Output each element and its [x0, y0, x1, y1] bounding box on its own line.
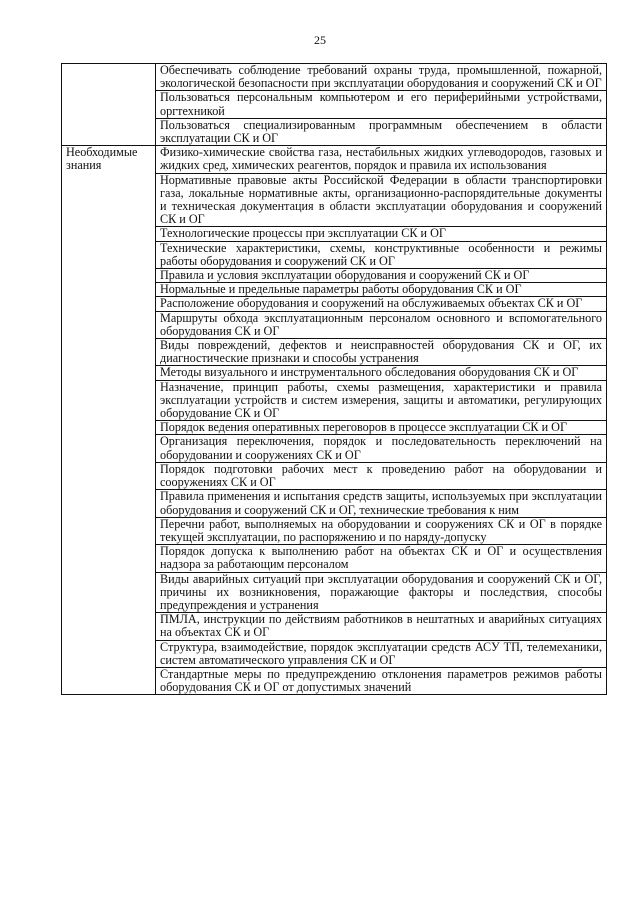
list-item: Порядок ведения оперативных переговоров в процессе эксплуатации СК и ОГ	[160, 420, 568, 435]
list-item: Пользоваться персональным компьютером и его периферийными устройствами, оргтехникой	[160, 90, 602, 118]
table-cell	[156, 173, 607, 227]
table-cell	[156, 227, 607, 241]
table-cell	[156, 421, 607, 435]
table-cell	[156, 297, 607, 311]
list-item: Маршруты обхода эксплуатационным персоналом основного и вспомогательного оборудования СК и ОГ	[160, 310, 602, 338]
list-item: Расположение оборудования и сооружений на обслуживаемых объектах СК и ОГ	[160, 296, 583, 311]
table-cell	[156, 146, 607, 173]
list-item: Технологические процессы при эксплуатации СК и ОГ	[160, 226, 446, 241]
table-cell	[156, 91, 607, 118]
list-item: Виды повреждений, дефектов и неисправностей оборудования СК и ОГ, их диагностические признаки и способы устранения	[160, 338, 602, 366]
list-item: Перечни работ, выполняемых на оборудовании и сооружениях СК и ОГ в порядке текущей эксплуатации, по распоряжению и по наряду-допуску	[160, 516, 602, 544]
section-label-cell	[62, 146, 156, 695]
table-cell	[156, 435, 607, 462]
table-cell	[156, 339, 607, 366]
list-item: Нормативные правовые акты Российской Федерации в области транспортировки газа, локальные нормативные акты, организационно-распорядительные документы и техническая документация в области эксплуатации оборудования и сооружений СК и ОГ	[160, 172, 602, 227]
list-item: Обеспечивать соблюдение требований охраны труда, промышленной, пожарной, экологической безопасности при эксплуатации оборудования и сооружений СК и ОГ	[160, 63, 602, 91]
table-cell	[156, 366, 607, 380]
list-item: Порядок допуска к выполнению работ на объектах СК и ОГ и осуществления надзора за работающим персоналом	[160, 544, 602, 572]
table-cell	[156, 241, 607, 268]
list-item: ПМЛА, инструкции по действиям работников в нештатных и аварийных ситуациях на объектах СК и ОГ	[160, 612, 602, 640]
table-cell	[156, 667, 607, 694]
list-item: Стандартные меры по предупреждению отклонения параметров режимов работы оборудования СК и ОГ от допустимых значений	[160, 666, 602, 695]
table-cell	[156, 311, 607, 338]
table-cell	[156, 545, 607, 572]
table-cell	[156, 462, 607, 489]
table-row	[62, 64, 607, 91]
table-cell	[156, 572, 607, 613]
list-item: Виды аварийных ситуаций при эксплуатации оборудования и сооружений СК и ОГ, причины их возникновения, поражающие факторы и последствия, способы предупреждения и устранения	[160, 571, 602, 612]
list-item: Структура, взаимодействие, порядок эксплуатации средств АСУ ТП, телемеханики, систем автоматического управления СК и ОГ	[160, 639, 602, 667]
list-item: Назначение, принцип работы, схемы размещения, характеристики и правила эксплуатации устройств и систем измерения, защиты и автоматики, регулирующих оборудование СК и ОГ	[160, 379, 602, 421]
section-label: Необходимые знания	[66, 145, 138, 173]
professional-standard-table	[61, 63, 607, 695]
page-number: 25	[314, 33, 326, 47]
table-cell	[156, 64, 607, 91]
section-label-cell	[62, 64, 156, 146]
table-cell	[156, 118, 607, 145]
list-item: Пользоваться специализированным программным обеспечением в области эксплуатации СК и ОГ	[160, 117, 602, 146]
list-item: Правила применения и испытания средств защиты, используемых при эксплуатации оборудования и сооружений СК и ОГ, технические требования к ним	[160, 489, 602, 517]
table-cell	[156, 380, 607, 421]
table-row	[62, 146, 607, 173]
table-cell	[156, 640, 607, 667]
list-item: Нормальные и предельные параметры работы оборудования СК и ОГ	[160, 282, 522, 297]
table-cell	[156, 283, 607, 297]
list-item: Физико-химические свойства газа, нестабильных жидких углеводородов, газовых и жидких сред, химических реагентов, порядок и правила их использования	[160, 145, 602, 173]
table-cell	[156, 517, 607, 544]
table-cell	[156, 490, 607, 517]
table-cell	[156, 613, 607, 640]
list-item: Организация переключения, порядок и последовательность переключений на оборудовании и сооружениях СК и ОГ	[160, 434, 602, 462]
list-item: Методы визуального и инструментального обследования оборудования СК и ОГ	[160, 365, 579, 380]
list-item: Технические характеристики, схемы, конструктивные особенности и режимы работы оборудования и сооружений СК и ОГ	[160, 240, 602, 268]
table-cell	[156, 269, 607, 283]
list-item: Правила и условия эксплуатации оборудования и сооружений СК и ОГ	[160, 268, 530, 283]
list-item: Порядок подготовки рабочих мест к проведению работ на оборудовании и сооружениях СК и ОГ	[160, 461, 602, 490]
